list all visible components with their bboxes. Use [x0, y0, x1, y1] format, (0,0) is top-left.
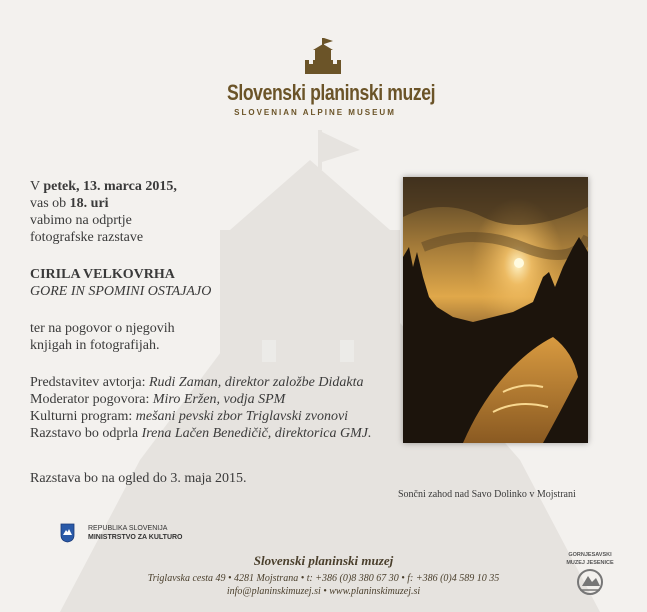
time-value: 18. uri [69, 196, 109, 211]
sunset-river-photo [403, 177, 588, 443]
program-value: mešani pevski zbor Triglavski zvonovi [135, 409, 349, 424]
photo-caption: Sončni zahod nad Savo Dolinko v Mojstrani [398, 489, 576, 500]
author-name: CIRILA VELKOVRHA [30, 267, 175, 282]
program-line [30, 408, 348, 425]
time-line [30, 195, 109, 212]
moderator-value: Miro Eržen, vodja SPM [152, 392, 286, 407]
exhibition-type-line: fotografske razstave [30, 230, 144, 245]
footer-address: Triglavska cesta 49 • 4281 Mojstrana • t: +386 (0)8 380 67 30 • f: +386 (0)4 589 10 35 [147, 573, 500, 584]
slovenia-crest-icon [60, 523, 75, 543]
date-value: petek, 13. marca 2015, [43, 179, 177, 194]
time-prefix: vas ob [30, 196, 70, 211]
program-label: Kulturni program: [30, 409, 136, 424]
logo-subtitle: SLOVENIAN ALPINE MUSEUM [234, 108, 396, 117]
date-line [30, 178, 177, 195]
moderator-line [30, 391, 285, 408]
presenter-value: Rudi Zaman, direktor založbe Didakta [148, 375, 364, 390]
opening-label: Razstavo bo odprla [30, 426, 142, 441]
logo-title: Slovenski planinski muzej [227, 80, 436, 105]
gmj-emblem-icon [560, 568, 620, 598]
presenter-line [30, 374, 364, 391]
ministry-text [88, 524, 183, 542]
castle-tower-icon [205, 36, 425, 84]
footer-contact: info@planinskimuzej.si • www.planinskimuzej.si [226, 586, 421, 597]
gmj-logo [560, 550, 620, 600]
gmj-line-1: GORNJESAVSKI [568, 552, 612, 558]
talk-line-1: ter na pogovor o njegovih [30, 321, 175, 336]
invite-line: vabimo na odprtje [30, 213, 132, 228]
opening-line [30, 425, 371, 442]
footer-title: Slovenski planinski muzej [253, 553, 394, 568]
ministry-line-1: REPUBLIKA SLOVENIJA [88, 525, 168, 532]
presenter-label: Predstavitev avtorja: [30, 375, 149, 390]
gmj-line-2: MUZEJ JESENICE [566, 560, 614, 566]
date-prefix: V [30, 179, 44, 194]
exhibition-title: GORE IN SPOMINI OSTAJAJO [30, 284, 212, 299]
exhibition-until: Razstava bo na ogled do 3. maja 2015. [30, 471, 247, 486]
museum-logo [205, 36, 436, 126]
opening-value: Irena Lačen Benedičič, direktorica GMJ. [141, 426, 372, 441]
moderator-label: Moderator pogovora: [30, 392, 153, 407]
ministry-line-2: MINISTRSTVO ZA KULTURO [88, 534, 183, 541]
talk-line-2: knjigah in fotografijah. [30, 338, 160, 353]
